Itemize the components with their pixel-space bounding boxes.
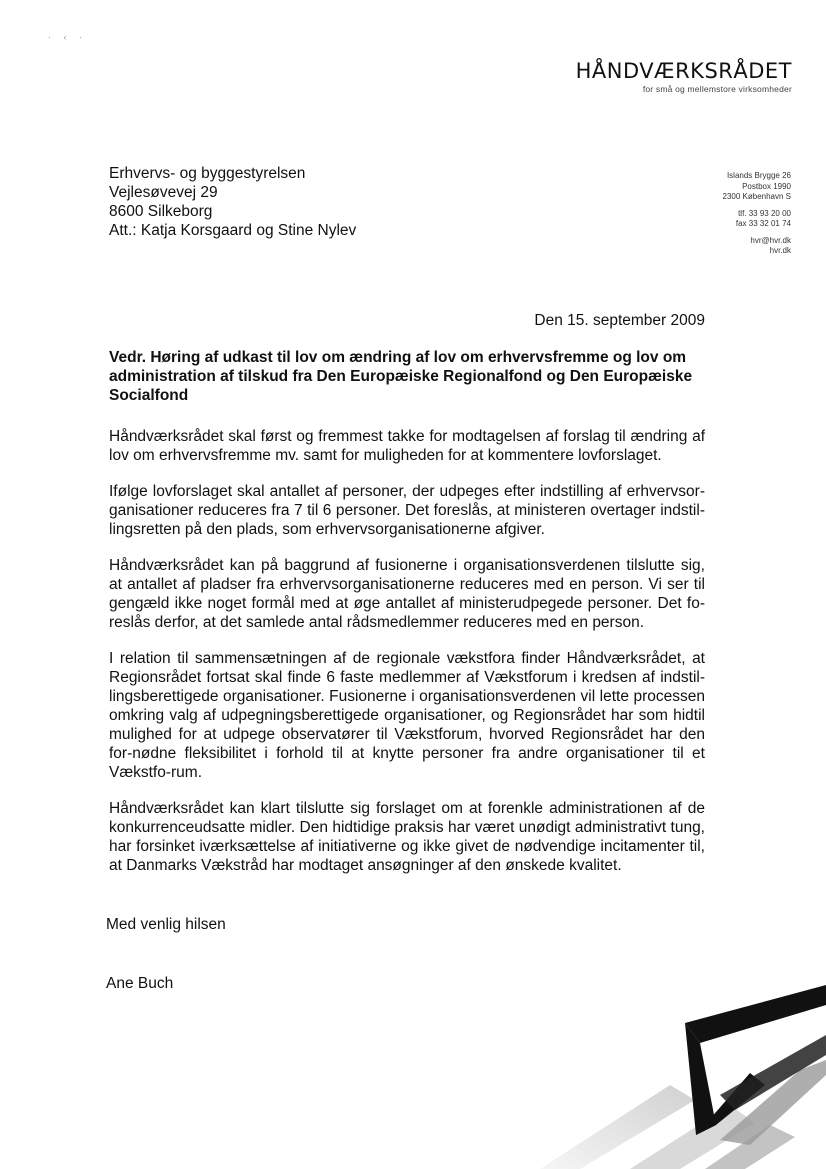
signature-name: Ane Buch (106, 975, 174, 992)
sender-postbox: Postbox 1990 (742, 181, 791, 191)
sender-street: Islands Brygge 26 (726, 171, 791, 180)
letterhead (576, 59, 792, 94)
letter-date: Den 15. september 2009 (534, 312, 705, 329)
body-paragraph: I relation til sammensætningen af de regionale vækstfora finder Håndværksrådet, at Regionsrådet fortsat skal finde 6 faste medlemmer af Vækstforum i kredsen af indstil-lingsberettigede organisationer. Fusionerne i organisationsverdenen vil lette processen omkring valg af udpegningsberettigede organisationer, og Regionsrådet har som hidtil mulighed for at udpege observatører til Vækstforum, hvorved Regionsrådet har den for-nødne fleksibilitet i forhold til at knytte personer fra andre organisationer til et Vækstfo-rum. (109, 650, 705, 781)
recipient-line: Erhvervs- og byggestyrelsen (109, 165, 306, 182)
recipient-line: Vejlesøvevej 29 (109, 184, 218, 201)
letterhead-tagline: for små og mellemstore virksomheder (642, 84, 792, 94)
decorative-corner-graphic (520, 975, 826, 1169)
body-paragraph: Håndværksrådet skal først og fremmest takke for modtagelsen af forslag til ændring af lov om erhvervsfremme mv. samt for muligheden for at kommentere lovforslaget. (109, 428, 705, 464)
recipient-address (109, 164, 356, 240)
sender-website: hvr.dk (769, 246, 791, 255)
recipient-line: 8600 Silkeborg (109, 203, 213, 220)
sender-phone: tlf. 33 93 20 00 (738, 208, 791, 218)
sender-email: hvr@hvr.dk (750, 235, 791, 245)
closing-salutation: Med venlig hilsen (106, 916, 226, 933)
sender-fax: fax 33 32 01 74 (735, 219, 791, 228)
letter-body (109, 427, 705, 892)
body-paragraph: Håndværksrådet kan klart tilslutte sig forslaget om at forenkle administrationen af de konkurrenceudsatte midler. Den hidtidige praksis har været unødigt administrativt tung, har forsinket iværksættelse af initiativerne og ikke givet de nødvendige incitamenter til, at Danmarks Vækstråd har modtaget ansøgninger af den ønskede kvalitet. (109, 800, 705, 874)
letter-subject: Vedr. Høring af udkast til lov om ændring af lov om erhvervsfremme og lov om administration af tilskud fra Den Europæiske Regionalfond og Den Europæiske Socialfond (109, 349, 693, 404)
recipient-attention: Att.: Katja Korsgaard og Stine Nylev (109, 222, 357, 239)
scan-marks: · ‹ · (48, 32, 87, 42)
sender-contact-block (723, 171, 792, 257)
sender-city: 2300 København S (722, 192, 791, 201)
body-paragraph: Håndværksrådet kan på baggrund af fusionerne i organisationsverdenen tilslutte sig, at antallet af pladser fra erhvervsorganisationerne reduceres med en person. Vi ser til gengæld ikke noget formål med at øge antallet af ministerudpegede personer. Det fo-reslås derfor, at det samlede antal rådsmedlemmer reduceres med en person. (109, 557, 705, 631)
body-paragraph: Ifølge lovforslaget skal antallet af personer, der udpeges efter indstilling af erhvervsor-ganisationer reduceres fra 7 til 6 personer. Det foreslås, at ministeren overtager indstil-lingsretten på den plads, som erhvervsorganisationerne afgiver. (109, 483, 705, 538)
letterhead-logo-name: HÅNDVÆRKSRÅDET (575, 59, 792, 83)
